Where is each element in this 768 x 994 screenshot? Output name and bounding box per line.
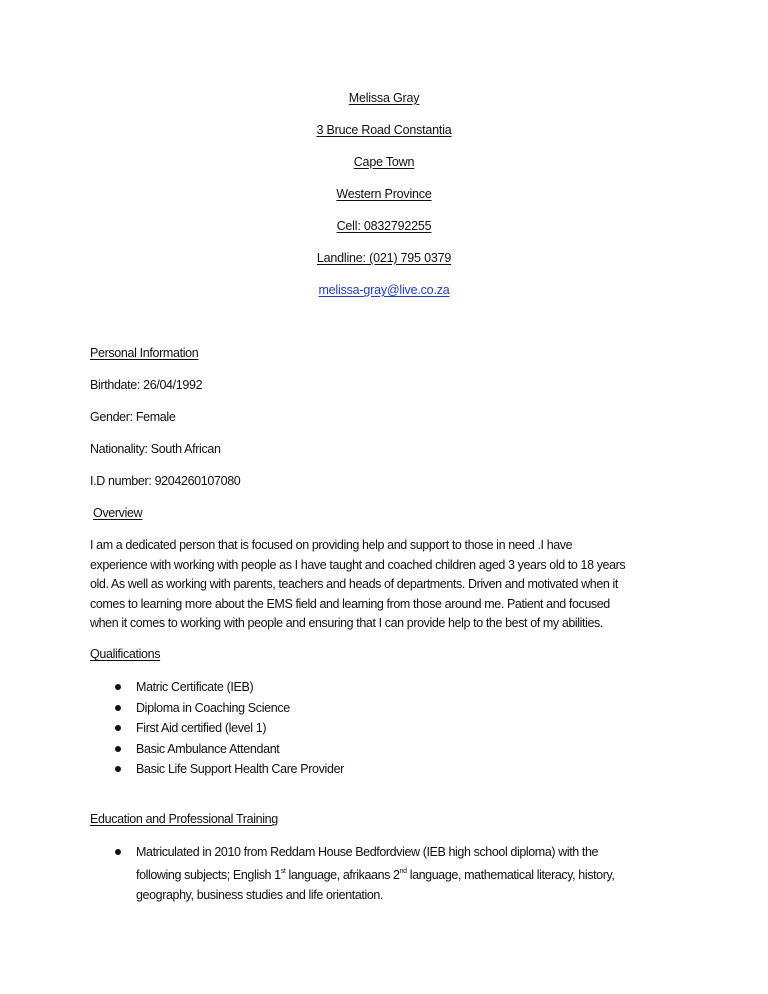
bullet-icon [115,684,121,690]
overview-line: I am a dedicated person that is focused on providing help and support to those in need .I have [90,538,573,552]
list-item [90,718,344,739]
name-text: Melissa Gray [348,91,420,105]
qualifications-heading: Qualifications [90,647,161,661]
list-item [90,739,344,760]
header-city [0,155,768,169]
email-link[interactable]: melissa-gray@live.co.za [318,283,450,297]
overview-line: experience with working with people as I have taught and coached children aged 3 years old to 18 years [90,557,626,572]
list-item [90,677,344,698]
overview-line: when it comes to working with people and ensuring that I can provide help to the best of my abilities. [90,616,603,630]
overview-line: old. As well as working with parents, teachers and heads of departments. Driven and motivated when it [90,577,618,591]
qualifications-list [90,677,344,780]
overview-heading: Overview [93,506,143,520]
list-item [90,759,344,780]
id-number: I.D number: 9204260107080 [90,474,241,488]
overview-line: comes to learning more about the EMS field and learning from those around me. Patient and focused [90,596,610,611]
header-email [0,283,768,297]
education-line: Matriculated in 2010 from Reddam House Bedfordview (IEB high school diploma) with the [136,845,599,859]
bullet-icon [115,725,121,731]
qualification-text: Diploma in Coaching Science [136,700,290,715]
address-text: 3 Bruce Road Constantia [316,123,452,137]
city-text: Cape Town [353,155,415,169]
qualification-text: Basic Ambulance Attendant [136,741,280,756]
superscript-st: st [280,868,286,875]
header-name [0,91,768,105]
province-text: Western Province [336,187,432,201]
education-line [136,862,614,885]
education-line: geography, business studies and life orientation. [136,888,384,902]
header-landline [0,251,768,265]
list-item [90,698,344,719]
birthdate: Birthdate: 26/04/1992 [90,378,203,392]
education-text [136,842,614,905]
superscript-nd: nd [399,868,407,875]
header-address [0,123,768,137]
personal-information-heading: Personal Information [90,346,199,360]
bullet-icon [115,849,121,855]
bullet-icon [115,766,121,772]
education-text-part: following subjects; English 1 [136,868,281,882]
landline-text: Landline: (021) 795 0379 [316,251,452,265]
education-heading: Education and Professional Training [90,812,278,826]
qualification-text: Matric Certificate (IEB) [136,680,254,694]
education-text-part: language, afrikaans 2 [285,868,400,882]
overview-paragraph [90,536,682,634]
header-province [0,187,768,201]
header-cell [0,219,768,233]
gender: Gender: Female [90,410,176,424]
bullet-icon [115,746,121,752]
bullet-icon [115,705,121,711]
nationality: Nationality: South African [90,442,221,456]
qualification-text: Basic Life Support Health Care Provider [136,762,344,776]
education-text-part: language, mathematical literacy, history, [406,868,615,882]
qualification-text: First Aid certified (level 1) [136,721,267,735]
cell-text: Cell: 0832792255 [336,219,432,233]
